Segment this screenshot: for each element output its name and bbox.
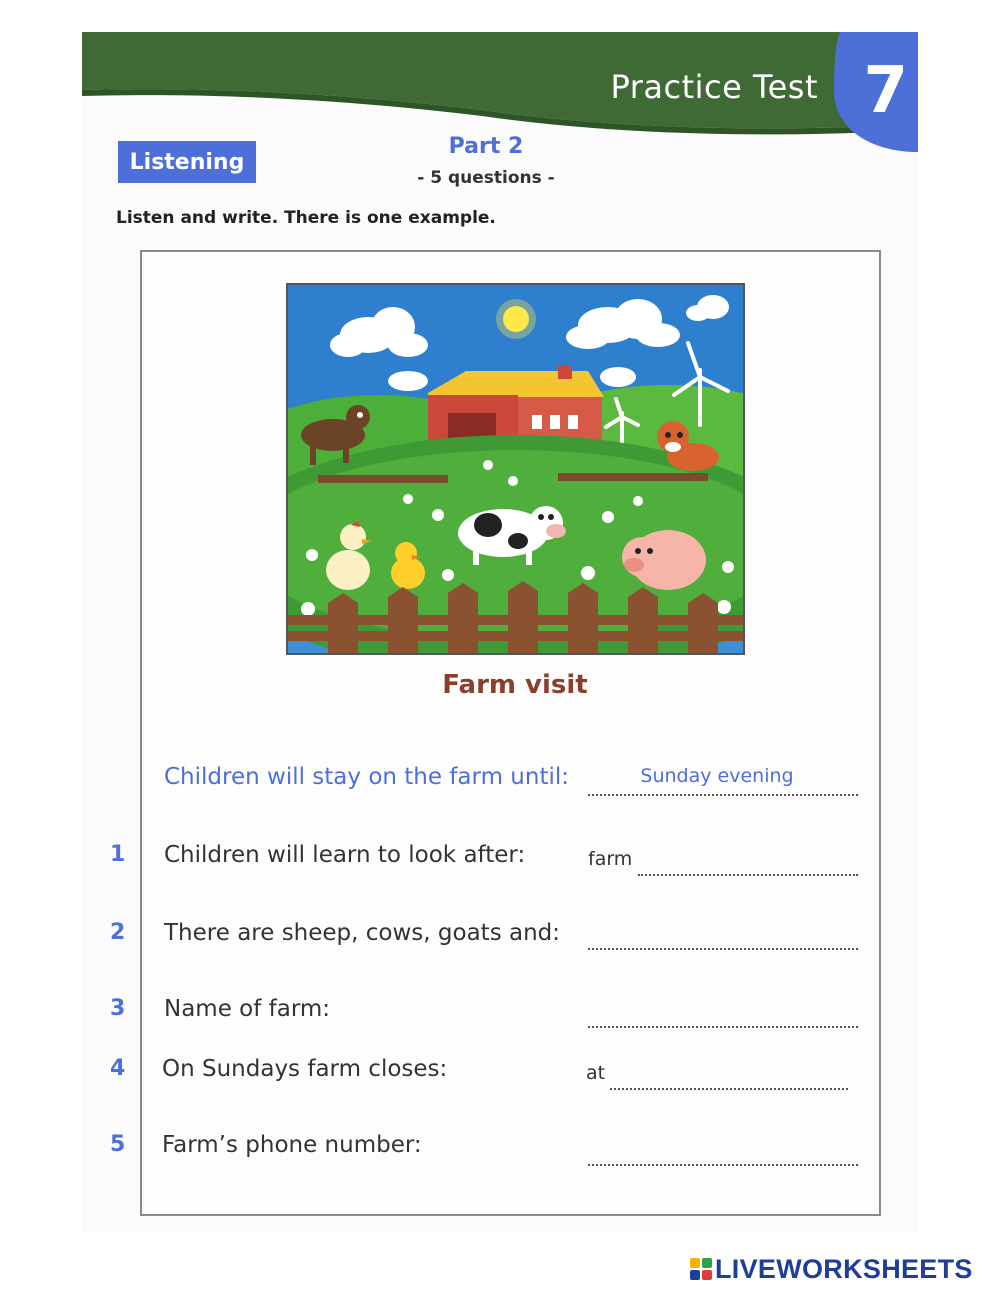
question-row-2: [0, 918, 1000, 958]
part-title: Part 2: [448, 134, 524, 159]
card-title: Farm visit: [442, 670, 588, 700]
answer-input-3[interactable]: [590, 1000, 860, 1026]
question-number: 1: [110, 842, 126, 867]
question-row-5: [0, 1130, 1000, 1170]
question-prompt: Children will learn to look after:: [164, 842, 526, 868]
question-row-3: [0, 994, 1000, 1034]
answer-prefix: farm: [588, 848, 633, 870]
farm-illustration: [286, 283, 745, 655]
question-prompt: On Sundays farm closes:: [162, 1056, 448, 1082]
example-answer: Sunday evening: [640, 765, 794, 787]
test-number: 7: [863, 54, 908, 128]
liveworksheets-logo[interactable]: [690, 1254, 973, 1284]
question-row-4: [0, 1054, 1000, 1094]
logo-text: LIVEWORKSHEETS: [715, 1253, 973, 1284]
question-prompt: There are sheep, cows, goats and:: [164, 920, 561, 946]
example-prompt: Children will stay on the farm until:: [164, 764, 569, 790]
answer-input-1[interactable]: [640, 848, 860, 874]
question-prompt: Farm’s phone number:: [162, 1132, 422, 1158]
answer-input-4[interactable]: [612, 1062, 850, 1088]
question-count: - 5 questions -: [417, 168, 555, 188]
answer-prefix: at: [586, 1062, 606, 1084]
answer-input-5[interactable]: [590, 1138, 860, 1164]
question-row-1: [0, 840, 1000, 880]
question-number: 4: [110, 1056, 126, 1081]
question-number: 3: [110, 996, 126, 1021]
logo-grid-icon: [690, 1258, 712, 1280]
practice-test-title: Practice Test: [610, 68, 818, 106]
question-number: 2: [110, 920, 126, 945]
question-number: 5: [110, 1132, 126, 1157]
example-row: [0, 762, 1000, 802]
question-prompt: Name of farm:: [164, 996, 331, 1022]
instructions: Listen and write. There is one example.: [116, 208, 496, 228]
answer-input-2[interactable]: [590, 922, 860, 948]
section-tag: Listening: [118, 141, 256, 183]
